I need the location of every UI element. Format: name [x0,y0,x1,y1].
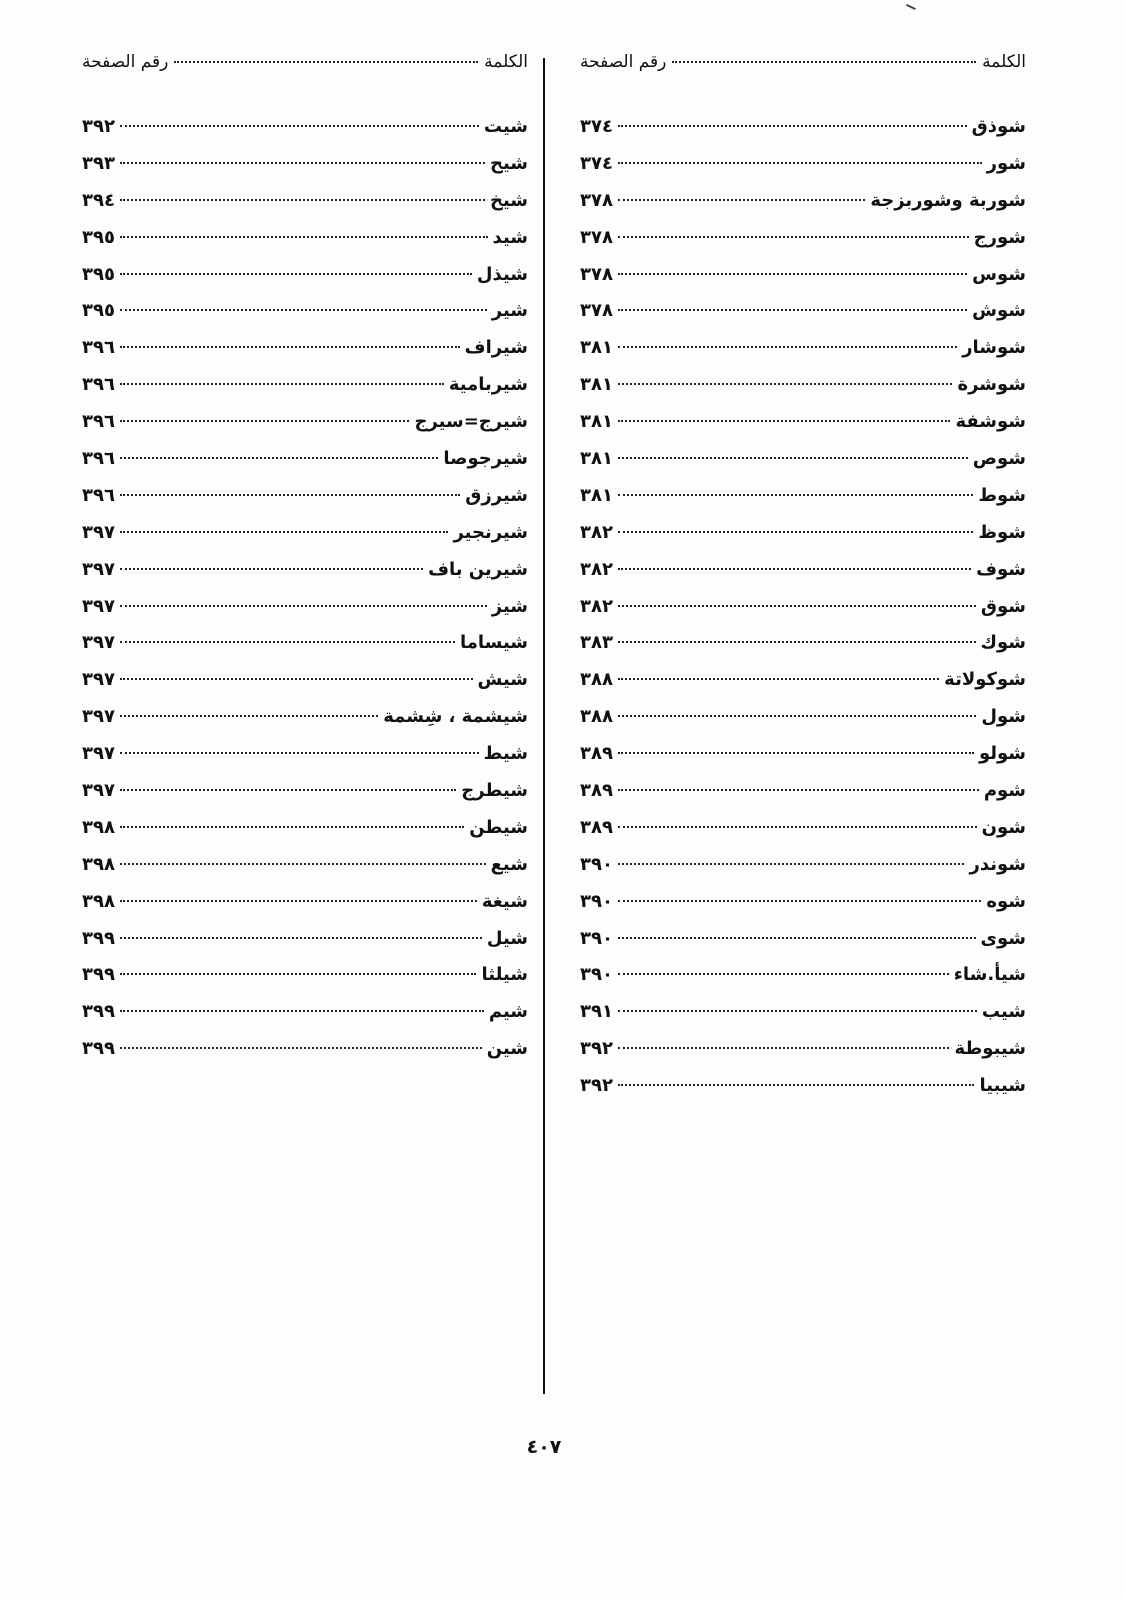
entry-page-number: ٣٧٨ [580,263,613,285]
entry-page-number: ٣٩٧ [82,521,115,543]
entry-word: شيبوطة [954,1038,1026,1060]
dot-leader [618,125,967,127]
index-entry [580,411,1026,448]
entry-page-number: ٣٩٧ [82,743,115,765]
dot-leader [120,641,455,643]
entry-list-left [82,116,528,1075]
entry-word: شور [986,152,1026,174]
entry-page-number: ٣٩٦ [82,448,115,470]
entry-page-number: ٣٨٣ [580,632,613,654]
entry-page-number: ٣٩٢ [580,1075,613,1097]
dot-leader [120,568,423,570]
index-entry [82,448,528,485]
dot-leader [120,346,460,348]
dot-leader [120,309,487,311]
index-entry [82,153,528,190]
entry-word: شيب [981,1001,1026,1023]
column-header-right [580,52,1026,86]
entry-page-number: ٣٩٢ [82,116,115,137]
index-entry [580,1075,1026,1112]
index-entry [82,485,528,522]
dot-leader [618,383,953,385]
dot-leader [120,973,477,975]
index-entry [580,669,1026,706]
index-entry [580,559,1026,596]
entry-page-number: ٣٨٩ [580,780,613,802]
dot-leader [618,641,976,643]
entry-page-number: ٣٩٦ [82,411,115,433]
entry-page-number: ٣٩٩ [82,964,115,986]
entry-page-number: ٣٩٧ [82,669,115,691]
dot-leader [120,789,456,791]
dot-leader [618,900,981,902]
entry-word: شيأ.شاء [953,964,1026,986]
index-entry [580,928,1026,965]
index-entry [82,817,528,854]
index-entry [580,190,1026,227]
dot-leader [618,494,973,496]
entry-word: شيرين باف [428,558,528,580]
entry-word: شين [486,1038,528,1060]
entry-word: شولو [978,743,1026,765]
entry-page-number: ٣٩٦ [82,337,115,359]
entry-page-number: ٣٩٠ [580,890,613,912]
dot-leader [120,678,473,680]
entry-word: شيخ [489,189,528,211]
index-entry [82,928,528,965]
index-entry [82,1001,528,1038]
index-entry [580,448,1026,485]
dot-leader [618,1010,977,1012]
entry-word: شوشفة [955,411,1026,433]
entry-word: شيطرج [461,780,528,802]
index-entry [580,522,1026,559]
entry-word: شول [981,706,1026,728]
entry-word: شوشار [962,337,1026,359]
index-entry [580,1001,1026,1038]
dot-leader [618,1047,949,1049]
entry-page-number: ٣٧٨ [580,189,613,211]
entry-word: شيز [491,595,528,617]
index-entry [580,854,1026,891]
dot-leader [672,61,976,63]
entry-list-right [580,116,1026,1112]
entry-word: شيذل [476,263,528,285]
entry-page-number: ٣٩٦ [82,484,115,506]
dot-leader [120,494,460,496]
entry-page-number: ٣٩٥ [82,300,115,322]
entry-word: شيلثا [481,964,528,986]
entry-word: شيشمة ، شِشمة [383,706,528,728]
dot-leader [174,61,478,63]
index-entry [580,891,1026,928]
index-entry [580,964,1026,1001]
index-entry [82,374,528,411]
entry-word: شيرج=سيرج [414,411,528,433]
entry-word: شوكولاتة [944,669,1026,691]
index-entry [580,337,1026,374]
entry-word: شير [491,300,528,322]
entry-word: شوش [972,300,1026,322]
entry-page-number: ٣٩٧ [82,632,115,654]
page-number: ٤٠٧ [526,1436,562,1458]
index-entry [82,854,528,891]
dot-leader [618,273,967,275]
entry-word: شوق [980,595,1026,617]
index-entry [580,264,1026,301]
entry-word: شيد [492,226,528,248]
dot-leader [618,715,976,717]
dot-leader [618,973,949,975]
entry-page-number: ٣٨٩ [580,743,613,765]
entry-word: شيل [486,927,528,949]
entry-page-number: ٣٨١ [580,411,613,433]
index-entry [82,891,528,928]
dot-leader [120,937,482,939]
header-page-label: رقم الصفحة [580,52,667,72]
dot-leader [120,420,410,422]
index-entry [82,116,528,153]
column-header-left [82,52,528,86]
dot-leader [120,1047,482,1049]
index-entry [580,227,1026,264]
entry-page-number: ٣٩٦ [82,374,115,396]
entry-page-number: ٣٧٤ [580,116,613,137]
entry-page-number: ٣٨٢ [580,558,613,580]
dot-leader [618,826,977,828]
entry-word: شيط [483,743,528,765]
column-divider [543,58,545,1394]
dot-leader [120,752,479,754]
entry-word: شيح [489,152,528,174]
entry-word: شيرنجير [453,521,528,543]
dot-leader [120,863,486,865]
dot-leader [120,457,438,459]
entry-word: شون [981,816,1026,838]
dot-leader [618,199,865,201]
entry-word: شوى [980,927,1026,949]
entry-word: شيرزق [465,484,528,506]
scan-speck [906,4,916,10]
entry-page-number: ٣٧٤ [580,152,613,174]
entry-page-number: ٣٩٧ [82,780,115,802]
dot-leader [618,346,957,348]
dot-leader [120,383,444,385]
dot-leader [618,789,979,791]
dot-leader [618,236,969,238]
entry-word: شيربامية [448,374,528,396]
index-entry [82,300,528,337]
entry-word: شيراف [464,337,528,359]
entry-page-number: ٣٩٣ [82,152,115,174]
dot-leader [618,1084,975,1086]
dot-leader [120,273,472,275]
entry-word: شيبيا [979,1075,1026,1097]
entry-page-number: ٣٨١ [580,448,613,470]
entry-page-number: ٣٩٨ [82,816,115,838]
entry-page-number: ٣٨٩ [580,816,613,838]
index-entry [82,190,528,227]
index-entry [82,522,528,559]
entry-page-number: ٣٩٩ [82,1038,115,1060]
entry-word: شوط [978,484,1026,506]
dot-leader [618,678,939,680]
entry-word: شورج [973,226,1026,248]
index-entry [82,264,528,301]
entry-page-number: ٣٩٧ [82,706,115,728]
entry-word: شوذق [971,116,1026,137]
dot-leader [120,199,485,201]
dot-leader [618,531,973,533]
entry-page-number: ٣٩٢ [580,1038,613,1060]
entry-word: شيطن [469,816,528,838]
index-entry [580,300,1026,337]
entry-word: شيع [490,853,528,875]
index-entry [82,227,528,264]
dot-leader [618,863,965,865]
entry-page-number: ٣٧٨ [580,226,613,248]
index-entry [580,817,1026,854]
entry-page-number: ٣٩٨ [82,853,115,875]
header-page-label: رقم الصفحة [82,52,169,72]
entry-page-number: ٣٧٨ [580,300,613,322]
entry-page-number: ٣٩٥ [82,226,115,248]
entry-page-number: ٣٨١ [580,337,613,359]
entry-page-number: ٣٩٧ [82,558,115,580]
index-column-right [580,52,1026,1112]
dot-leader [120,1010,484,1012]
entry-page-number: ٣٩٤ [82,189,115,211]
index-entry [82,411,528,448]
entry-page-number: ٣٨٢ [580,521,613,543]
entry-page-number: ٣٩٩ [82,927,115,949]
dot-leader [120,125,479,127]
entry-page-number: ٣٩٧ [82,595,115,617]
index-entry [82,743,528,780]
entry-page-number: ٣٩٩ [82,1001,115,1023]
dot-leader [618,937,976,939]
header-word-label: الكلمة [982,52,1026,72]
dot-leader [618,457,968,459]
entry-word: شوه [986,890,1026,912]
dot-leader [120,605,487,607]
dot-leader [618,162,982,164]
index-entry [82,780,528,817]
entry-page-number: ٣٩٨ [82,890,115,912]
entry-word: شيغة [481,890,528,912]
index-entry [82,1038,528,1075]
entry-word: شيم [488,1001,528,1023]
entry-word: شيش [477,669,528,691]
entry-word: شوشرة [957,374,1026,396]
index-entry [580,1038,1026,1075]
entry-page-number: ٣٩٥ [82,263,115,285]
dot-leader [120,826,464,828]
entry-page-number: ٣٩٠ [580,927,613,949]
dot-leader [618,752,974,754]
entry-page-number: ٣٨١ [580,374,613,396]
index-entry [580,153,1026,190]
dot-leader [618,309,967,311]
entry-word: شيرجوصا [443,448,528,470]
dot-leader [120,531,449,533]
index-entry [82,964,528,1001]
dot-leader [120,715,378,717]
index-entry [580,780,1026,817]
entry-word: شوف [976,558,1026,580]
index-entry [580,596,1026,633]
entry-page-number: ٣٨٢ [580,595,613,617]
index-entry [580,485,1026,522]
entry-word: شوربة وشوربزجة [870,189,1026,211]
index-entry [580,632,1026,669]
index-entry [82,337,528,374]
entry-word: شوندر [969,853,1026,875]
dot-leader [618,605,976,607]
index-entry [82,632,528,669]
entry-page-number: ٣٨٨ [580,669,613,691]
dot-leader [120,900,477,902]
entry-word: شوص [972,448,1026,470]
index-entry [82,596,528,633]
dot-leader [120,236,488,238]
header-word-label: الكلمة [484,52,528,72]
index-entry [82,559,528,596]
entry-word: شيساما [459,632,528,654]
dot-leader [120,162,485,164]
entry-word: شوس [972,263,1026,285]
index-entry [580,743,1026,780]
entry-word: شيت [483,116,528,137]
entry-word: شوم [983,780,1026,802]
entry-page-number: ٣٩١ [580,1001,613,1023]
index-entry [580,116,1026,153]
entry-page-number: ٣٩٠ [580,964,613,986]
entry-page-number: ٣٨١ [580,484,613,506]
dot-leader [618,420,950,422]
entry-page-number: ٣٨٨ [580,706,613,728]
dot-leader [618,568,971,570]
index-entry [82,706,528,743]
entry-word: شوك [980,632,1026,654]
entry-word: شوظ [978,521,1026,543]
index-entry [580,374,1026,411]
entry-page-number: ٣٩٠ [580,853,613,875]
index-entry [82,669,528,706]
index-column-left [82,52,528,1075]
index-entry [580,706,1026,743]
